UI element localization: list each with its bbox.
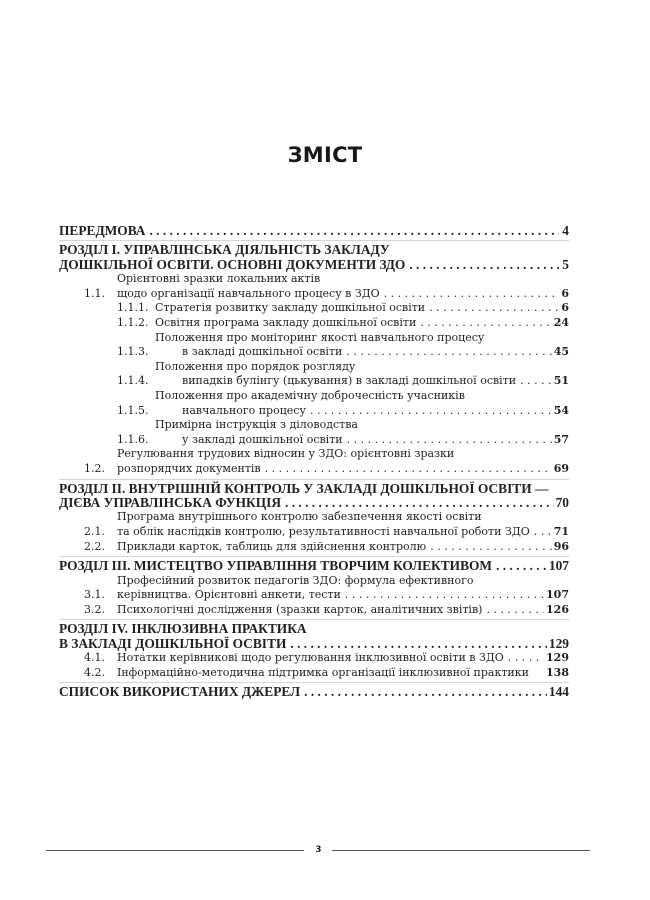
dot-leader [346,345,551,360]
toc-page-number: 5 [562,256,569,272]
dot-leader [486,603,544,618]
toc-entry-title-line: випадків булінгу (цькування) в закладі дошкільної освіти [182,374,517,388]
toc-entry-section-3[interactable] [59,559,569,573]
toc-entry-title-line: Програма внутрішнього контролю забезпечення якості освіти [117,510,482,524]
toc-entry-title-line: щодо організації навчального процесу в ЗДО [117,286,380,300]
dot-leader [347,433,552,448]
toc-page-number: 70 [555,494,569,510]
toc-entry-section-4[interactable] [59,622,569,651]
dot-leader [265,462,552,477]
toc-entry-preface[interactable] [59,224,569,238]
toc-entry-number: 1.1.1. [117,301,149,315]
toc-entry-title-line: РОЗДІЛ ІІІ. МИСТЕЦТВО УПРАВЛІННЯ ТВОРЧИМ КОЛЕКТИВОМ [59,558,493,574]
dot-leader [285,496,554,510]
dot-leader [409,258,559,272]
dot-leader [290,637,547,651]
toc-entry-title-line: Освітня програма закладу дошкільної освіти [155,316,417,329]
toc-entry-1-1-1[interactable] [59,301,569,316]
toc-entry-3-2[interactable] [59,603,569,618]
toc-entry-4-1[interactable] [59,651,569,666]
toc-entry-title-line: Положення про порядок розгляду [155,359,356,373]
toc-entry-number: 1.1.5. [117,403,149,417]
toc-entry-title-line: РОЗДІЛ І. УПРАВЛІНСЬКА ДІЯЛЬНІСТЬ ЗАКЛАДУ [59,242,390,258]
dot-leader [420,316,551,331]
section-divider [59,619,569,620]
toc-entry-1-2[interactable] [59,447,569,476]
toc-entry-title-line: Психологічні дослідження (зразки карток, аналітичних звітів) [117,602,483,616]
toc-entry-title-line: навчального процесу [182,403,306,417]
toc-entry-title-line: ДІЄВА УПРАВЛІНСЬКА ФУНКЦІЯ [59,494,281,510]
toc-entry-title-line: Професійний розвиток педагогів ЗДО: формула ефективного [117,573,474,587]
section-divider [59,556,569,557]
toc-entry-title-line: Регулювання трудових відносин у ЗДО: орієнтовні зразки [117,447,455,461]
toc-entry-number: 4.1. [84,651,105,665]
toc-entry-number: 3.2. [84,602,105,616]
dot-leader [304,685,547,699]
section-divider [59,479,569,480]
toc-page-number: 57 [553,432,569,446]
toc-page-number: 129 [546,651,569,665]
toc-page-number: 96 [553,539,569,553]
dot-leader [496,559,547,573]
toc-page-number: 71 [553,524,569,538]
dot-leader [345,588,544,603]
toc-entry-2-2[interactable] [59,540,569,555]
toc-entry-section-2[interactable] [59,482,569,511]
toc-entry-title-line: Нотатки керівникові щодо регулювання інклюзивної освіти в ЗДО [117,651,504,665]
toc-page-number: 129 [548,635,569,651]
toc-entry-number: 4.2. [84,665,105,679]
toc-page-number: 6 [561,286,569,300]
toc-entry-title-line: В ЗАКЛАДІ ДОШКІЛЬНОЇ ОСВІТИ [59,635,287,651]
toc-entry-title-line: Положення про академічну доброчесність учасників [155,388,465,402]
toc-page-number: 54 [553,403,569,417]
toc-entry-title-line: в закладі дошкільної освіти [182,345,343,359]
footer-rule-right [332,850,590,851]
dot-leader [520,374,552,389]
toc-entry-section-1[interactable] [59,243,569,272]
table-of-contents [59,224,569,700]
toc-entry-number: 1.1.4. [117,374,149,388]
toc-entry-title-line: ДОШКІЛЬНОЇ ОСВІТИ. ОСНОВНІ ДОКУМЕНТИ ЗДО [59,256,406,272]
toc-entry-1-1[interactable] [59,272,569,301]
toc-page-number: 6 [561,301,569,315]
toc-page-number: 107 [546,588,569,602]
toc-page-number: 144 [548,684,569,700]
footer-rule-left [46,850,304,851]
dot-leader [429,301,559,316]
toc-page-number: 126 [546,602,569,616]
dot-leader [534,525,552,540]
toc-entry-1-1-3[interactable] [59,331,569,360]
toc-entry-2-1[interactable] [59,510,569,539]
toc-entry-4-2[interactable] [59,666,569,681]
toc-entry-1-1-5[interactable] [59,389,569,418]
toc-entry-number: 2.1. [84,524,105,538]
toc-entry-number: 1.2. [84,461,105,475]
toc-entry-3-1[interactable] [59,574,569,603]
toc-page-number: 138 [546,665,569,679]
toc-entry-title: ПЕРЕДМОВА [59,223,146,238]
toc-page-number: 107 [548,558,569,574]
page-title: ЗМІСТ [287,143,363,167]
toc-entry-references[interactable] [59,685,569,699]
toc-page-number: 69 [553,461,569,475]
toc-entry-1-1-2[interactable] [59,316,569,331]
toc-entry-number: 1.1.3. [117,345,149,359]
toc-entry-1-1-4[interactable] [59,360,569,389]
dot-leader [310,404,552,419]
toc-entry-number: 1.1.2. [117,316,149,329]
toc-entry-title-line: РОЗДІЛ ІV. ІНКЛЮЗИВНА ПРАКТИКА [59,621,307,637]
toc-page-number: 4 [562,223,569,238]
toc-entry-title: СПИСОК ВИКОРИСТАНИХ ДЖЕРЕЛ [59,684,301,700]
toc-entry-number: 1.1.6. [117,432,149,446]
toc-entry-title-line: Стратегія розвитку закладу дошкільної освіти [155,301,426,315]
toc-entry-title-line: розпорядчих документів [117,461,261,475]
toc-entry-title-line: Приклади карток, таблиць для здійснення контролю [117,539,427,553]
toc-entry-number: 1.1. [84,286,105,300]
toc-page-number: 45 [553,345,569,359]
dot-leader [384,287,559,302]
toc-entry-title-line: Примірна інструкція з діловодства [155,418,358,432]
toc-entry-title-line: Інформаційно-методична підтримка організації інклюзивної практики [117,665,529,679]
toc-entry-title-line: та облік наслідків контролю, результативності навчальної роботи ЗДО [117,524,530,538]
dot-leader [508,651,544,666]
section-divider [59,240,569,241]
page-number: 3 [315,845,322,855]
toc-page-number: 24 [553,316,569,329]
toc-entry-number: 2.2. [84,539,105,553]
toc-entry-title-line: Орієнтовні зразки локальних актів [117,272,321,286]
section-divider [59,682,569,683]
toc-entry-title-line: у закладі дошкільної освіти [182,432,343,446]
dot-leader [149,224,559,238]
toc-entry-number: 3.1. [84,588,105,602]
dot-leader [430,540,551,555]
toc-entry-title-line: РОЗДІЛ ІІ. ВНУТРІШНІЙ КОНТРОЛЬ У ЗАКЛАДІ ДОШКІЛЬНОЇ ОСВІТИ — [59,480,549,496]
page-footer [46,843,590,857]
toc-page-number: 51 [553,374,569,388]
toc-entry-1-1-6[interactable] [59,418,569,447]
toc-entry-title-line: Положення про моніторинг якості навчального процесу [155,330,485,344]
toc-entry-title-line: керівництва. Орієнтовні анкети, тести [117,588,341,602]
